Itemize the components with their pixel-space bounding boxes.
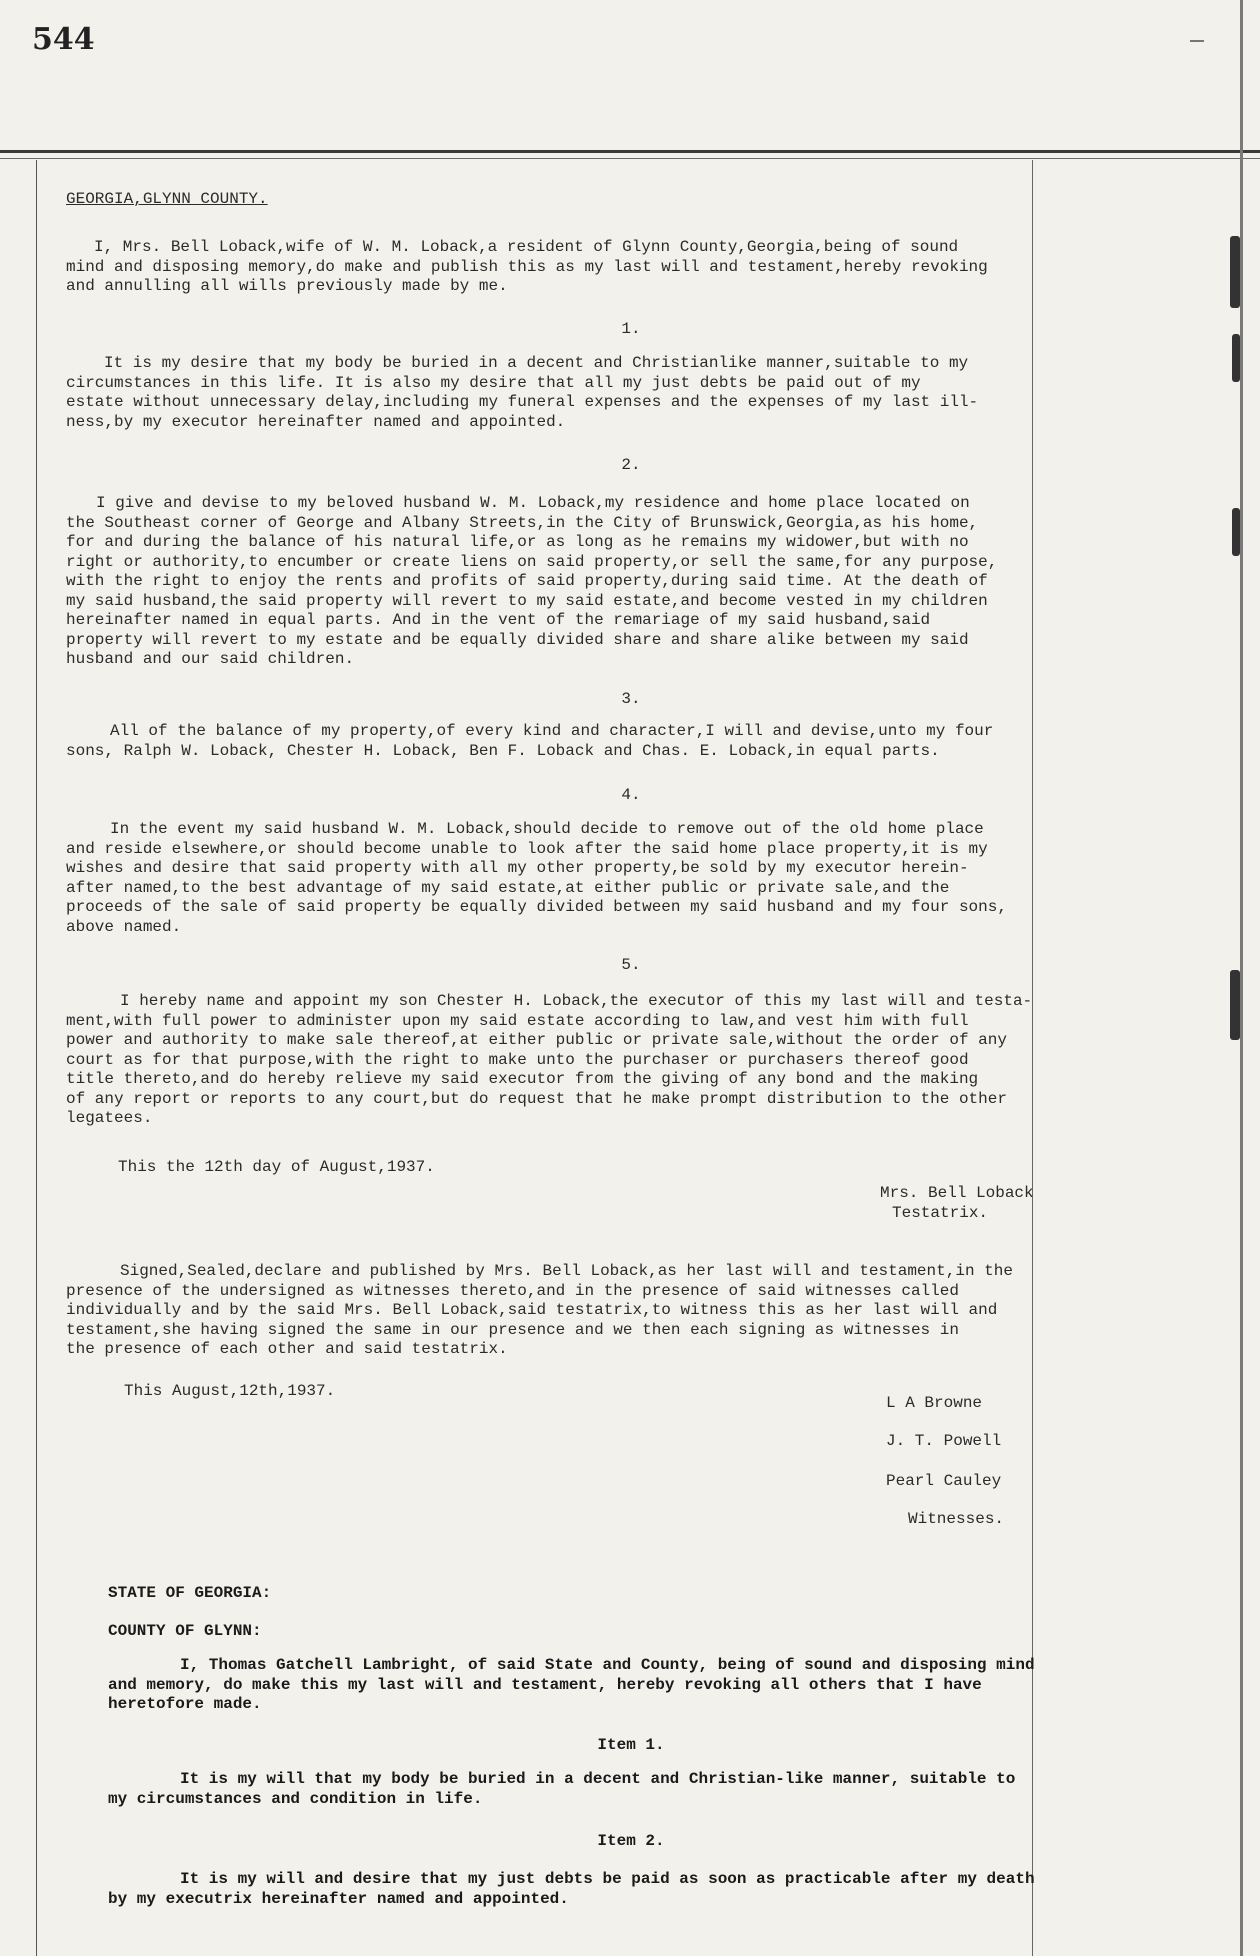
item-number: 3. <box>621 690 641 708</box>
witness-signature: L A Browne <box>886 1394 983 1412</box>
page-number: 544 <box>32 22 95 57</box>
binding-mark <box>1232 508 1240 556</box>
top-rule-thin <box>0 158 1260 159</box>
item-paragraph: In the event my said husband W. M. Loback,should decide to remove out of the old home place and reside elsewhere,or should become unable to look after the said home place property,it is my wishes and desire that said property with all my other property,be sold by my executor herein- after named,to the best advantage of my said estate,at either public or private sale,and the proceeds of the sale of said property be equally divided between my said husband and my four sons, above named. <box>66 820 1007 936</box>
margin-dash <box>1190 40 1204 42</box>
will-heading: GEORGIA,GLYNN COUNTY. <box>66 190 268 208</box>
item-paragraph: It is my will and desire that my just debts be paid as soon as practicable after my death by my executrix hereinafter named and appointed. <box>108 1870 1035 1908</box>
item-paragraph: I hereby name and appoint my son Chester H. Loback,the executor of this my last will and testa- ment,with full power to administer upon my said estate according to law,and vest him with full power and authority to make sale thereof,at either public or private sale,without the order of any court as for that purpose,with the right to make unto the purchaser or purchasers thereof good title thereto,and do hereby relieve my said executor from the giving of any bond and the making of any report or reports to any court,but do request that he make prompt distribution to the other legatees. <box>66 992 1033 1127</box>
will-intro: I, Thomas Gatchell Lambright, of said State and County, being of sound and disposing mind and memory, do make this my last will and testament, hereby revoking all others that I have heretofore made. <box>108 1656 1035 1713</box>
attestation-date: This August,12th,1937. <box>124 1382 336 1400</box>
binding-mark <box>1230 970 1240 1040</box>
item-paragraph: I give and devise to my beloved husband W. M. Loback,my residence and home place located on the Southeast corner of George and Albany Streets,in the City of Brunswick,Georgia,as his home, for and during the balance of his natural life,or as long as he remains my widower,but with no right or authority,to encumber or create liens on said property,or sell the same,for any purpose, with the right to enjoy the rents and profits of said property,during said time. At the death of my said husband,the said property will revert to my said estate,and become vested in my children hereinafter named in equal parts. And in the vent of the remariage of my said husband,said property will revert to my estate and be equally divided share and share alike between my said husband and our said children. <box>66 494 998 668</box>
binding-mark <box>1230 236 1240 308</box>
attestation-clause: Signed,Sealed,declare and published by Mrs. Bell Loback,as her last will and testament,in the presence of the undersigned as witnesses thereto,and in the presence of said witnesses called individually and by the said Mrs. Bell Loback,said testatrix,to witness this as her last will and testament,she having signed the same in our presence and we then each signing as witnesses in the presence of each other and said testatrix. <box>66 1262 1013 1358</box>
item-number: 5. <box>621 956 641 974</box>
binding-mark <box>1232 334 1240 382</box>
witnesses-label: Witnesses. <box>908 1510 1005 1528</box>
witness-signature: J. T. Powell <box>886 1432 1002 1450</box>
state-heading: STATE OF GEORGIA: <box>108 1584 272 1602</box>
item-paragraph: It is my desire that my body be buried in a decent and Christianlike manner,suitable to my circumstances in this life. It is also my desire that all my just debts be paid out of my estate without unnecessary delay,including my funeral expenses and the expenses of my last ill- ness,by my executor hereinafter named and appointed. <box>66 354 979 431</box>
right-edge-rule <box>1240 0 1243 1956</box>
testatrix-title: Testatrix. <box>892 1204 989 1222</box>
item-number: 2. <box>621 456 641 474</box>
item-label: Item 2. <box>597 1832 665 1850</box>
witness-signature: Pearl Cauley <box>886 1472 1002 1490</box>
date-line: This the 12th day of August,1937. <box>118 1158 435 1176</box>
top-rule <box>0 150 1260 153</box>
item-label: Item 1. <box>597 1736 665 1754</box>
testatrix-signature: Mrs. Bell Loback <box>880 1184 1034 1202</box>
item-paragraph: All of the balance of my property,of every kind and character,I will and devise,unto my four sons, Ralph W. Loback, Chester H. Loback, Ben F. Loback and Chas. E. Loback,in equal parts. <box>66 722 994 760</box>
item-number: 1. <box>621 320 641 338</box>
item-number: 4. <box>621 786 641 804</box>
left-margin-rule <box>36 160 37 1956</box>
item-paragraph: It is my will that my body be buried in a decent and Christian-like manner, suitable to my circumstances and condition in life. <box>108 1770 1016 1808</box>
county-heading: COUNTY OF GLYNN: <box>108 1622 262 1640</box>
will-intro: I, Mrs. Bell Loback,wife of W. M. Loback,a resident of Glynn County,Georgia,being of sound mind and disposing memory,do make and publish this as my last will and testament,hereby revoking and annulling all wills previously made by me. <box>66 238 988 295</box>
